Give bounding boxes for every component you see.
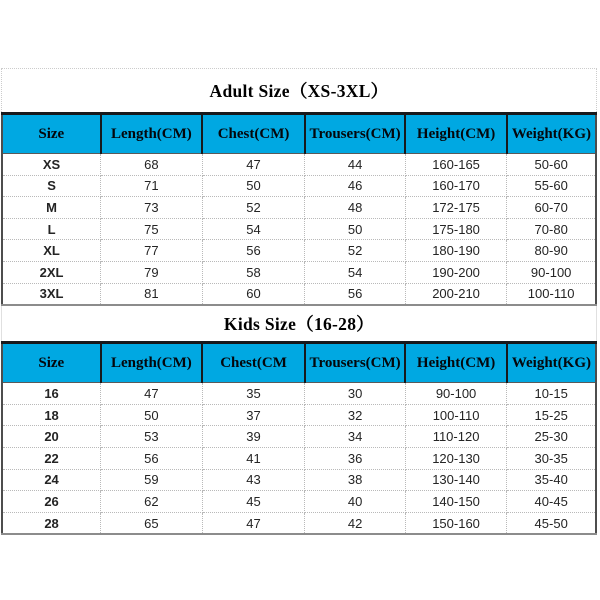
weight-cell: 60-70 xyxy=(507,197,596,219)
height-cell: 172-175 xyxy=(405,197,507,219)
chest-cell: 43 xyxy=(202,469,305,491)
length-cell: 53 xyxy=(101,426,203,448)
height-cell: 180-190 xyxy=(405,240,507,262)
col-header-height: Height(CM) xyxy=(405,343,507,383)
weight-cell: 70-80 xyxy=(507,218,596,240)
length-cell: 73 xyxy=(101,197,203,219)
kids-size-title: Kids Size（16-28） xyxy=(1,306,597,341)
height-cell: 160-165 xyxy=(405,154,507,176)
chest-cell: 56 xyxy=(202,240,305,262)
col-header-height: Height(CM) xyxy=(405,114,507,154)
length-cell: 75 xyxy=(101,218,203,240)
size-cell: 20 xyxy=(2,426,101,448)
adult-size-table xyxy=(1,112,597,306)
table-row xyxy=(2,447,596,469)
weight-cell: 45-50 xyxy=(507,512,596,534)
trousers-cell: 42 xyxy=(305,512,405,534)
trousers-cell: 54 xyxy=(305,261,405,283)
height-cell: 160-170 xyxy=(405,175,507,197)
size-cell: 3XL xyxy=(2,283,101,305)
col-header-length: Length(CM) xyxy=(101,114,203,154)
table-row xyxy=(2,404,596,426)
weight-cell: 15-25 xyxy=(507,404,596,426)
table-row xyxy=(2,154,596,176)
chest-cell: 47 xyxy=(202,154,305,176)
trousers-cell: 34 xyxy=(305,426,405,448)
height-cell: 200-210 xyxy=(405,283,507,305)
col-header-weight: Weight(KG) xyxy=(507,343,596,383)
size-cell: 28 xyxy=(2,512,101,534)
col-header-chest: Chest(CM) xyxy=(202,114,305,154)
table-row xyxy=(2,240,596,262)
weight-cell: 40-45 xyxy=(507,491,596,513)
chest-cell: 45 xyxy=(202,491,305,513)
kids-size-table xyxy=(1,341,597,535)
length-cell: 59 xyxy=(101,469,203,491)
table-row xyxy=(2,426,596,448)
height-cell: 110-120 xyxy=(405,426,507,448)
length-cell: 68 xyxy=(101,154,203,176)
height-cell: 120-130 xyxy=(405,447,507,469)
adult-size-title: Adult Size（XS-3XL） xyxy=(1,68,597,112)
col-header-size: Size xyxy=(2,343,101,383)
weight-cell: 10-15 xyxy=(507,383,596,405)
table-row xyxy=(2,175,596,197)
size-cell: 18 xyxy=(2,404,101,426)
chest-cell: 60 xyxy=(202,283,305,305)
height-cell: 140-150 xyxy=(405,491,507,513)
trousers-cell: 48 xyxy=(305,197,405,219)
table-row xyxy=(2,197,596,219)
length-cell: 47 xyxy=(101,383,203,405)
length-cell: 77 xyxy=(101,240,203,262)
size-cell: 24 xyxy=(2,469,101,491)
size-cell: XL xyxy=(2,240,101,262)
length-cell: 81 xyxy=(101,283,203,305)
trousers-cell: 50 xyxy=(305,218,405,240)
weight-cell: 80-90 xyxy=(507,240,596,262)
table-row xyxy=(2,283,596,305)
height-cell: 190-200 xyxy=(405,261,507,283)
col-header-size: Size xyxy=(2,114,101,154)
trousers-cell: 44 xyxy=(305,154,405,176)
weight-cell: 90-100 xyxy=(507,261,596,283)
chest-cell: 39 xyxy=(202,426,305,448)
length-cell: 50 xyxy=(101,404,203,426)
length-cell: 71 xyxy=(101,175,203,197)
trousers-cell: 36 xyxy=(305,447,405,469)
table-row xyxy=(2,261,596,283)
size-cell: L xyxy=(2,218,101,240)
size-cell: 26 xyxy=(2,491,101,513)
chest-cell: 50 xyxy=(202,175,305,197)
weight-cell: 35-40 xyxy=(507,469,596,491)
trousers-cell: 40 xyxy=(305,491,405,513)
weight-cell: 55-60 xyxy=(507,175,596,197)
chest-cell: 47 xyxy=(202,512,305,534)
height-cell: 100-110 xyxy=(405,404,507,426)
col-header-chest: Chest(CM xyxy=(202,343,305,383)
size-cell: XS xyxy=(2,154,101,176)
table-row xyxy=(2,512,596,534)
height-cell: 175-180 xyxy=(405,218,507,240)
col-header-trousers: Trousers(CM) xyxy=(305,114,405,154)
trousers-cell: 56 xyxy=(305,283,405,305)
trousers-cell: 30 xyxy=(305,383,405,405)
length-cell: 65 xyxy=(101,512,203,534)
table-row xyxy=(2,469,596,491)
trousers-cell: 32 xyxy=(305,404,405,426)
weight-cell: 25-30 xyxy=(507,426,596,448)
trousers-cell: 52 xyxy=(305,240,405,262)
weight-cell: 50-60 xyxy=(507,154,596,176)
kids-header-row xyxy=(2,343,596,383)
chest-cell: 58 xyxy=(202,261,305,283)
weight-cell: 30-35 xyxy=(507,447,596,469)
length-cell: 56 xyxy=(101,447,203,469)
table-row xyxy=(2,491,596,513)
size-chart xyxy=(1,68,597,535)
length-cell: 62 xyxy=(101,491,203,513)
size-cell: 16 xyxy=(2,383,101,405)
table-row xyxy=(2,218,596,240)
adult-header-row xyxy=(2,114,596,154)
chest-cell: 35 xyxy=(202,383,305,405)
chest-cell: 54 xyxy=(202,218,305,240)
weight-cell: 100-110 xyxy=(507,283,596,305)
height-cell: 130-140 xyxy=(405,469,507,491)
size-cell: 22 xyxy=(2,447,101,469)
chest-cell: 52 xyxy=(202,197,305,219)
size-cell: M xyxy=(2,197,101,219)
col-header-length: Length(CM) xyxy=(101,343,203,383)
size-cell: 2XL xyxy=(2,261,101,283)
col-header-trousers: Trousers(CM) xyxy=(305,343,405,383)
length-cell: 79 xyxy=(101,261,203,283)
chest-cell: 37 xyxy=(202,404,305,426)
height-cell: 150-160 xyxy=(405,512,507,534)
table-row xyxy=(2,383,596,405)
chest-cell: 41 xyxy=(202,447,305,469)
col-header-weight: Weight(KG) xyxy=(507,114,596,154)
height-cell: 90-100 xyxy=(405,383,507,405)
size-cell: S xyxy=(2,175,101,197)
trousers-cell: 46 xyxy=(305,175,405,197)
trousers-cell: 38 xyxy=(305,469,405,491)
